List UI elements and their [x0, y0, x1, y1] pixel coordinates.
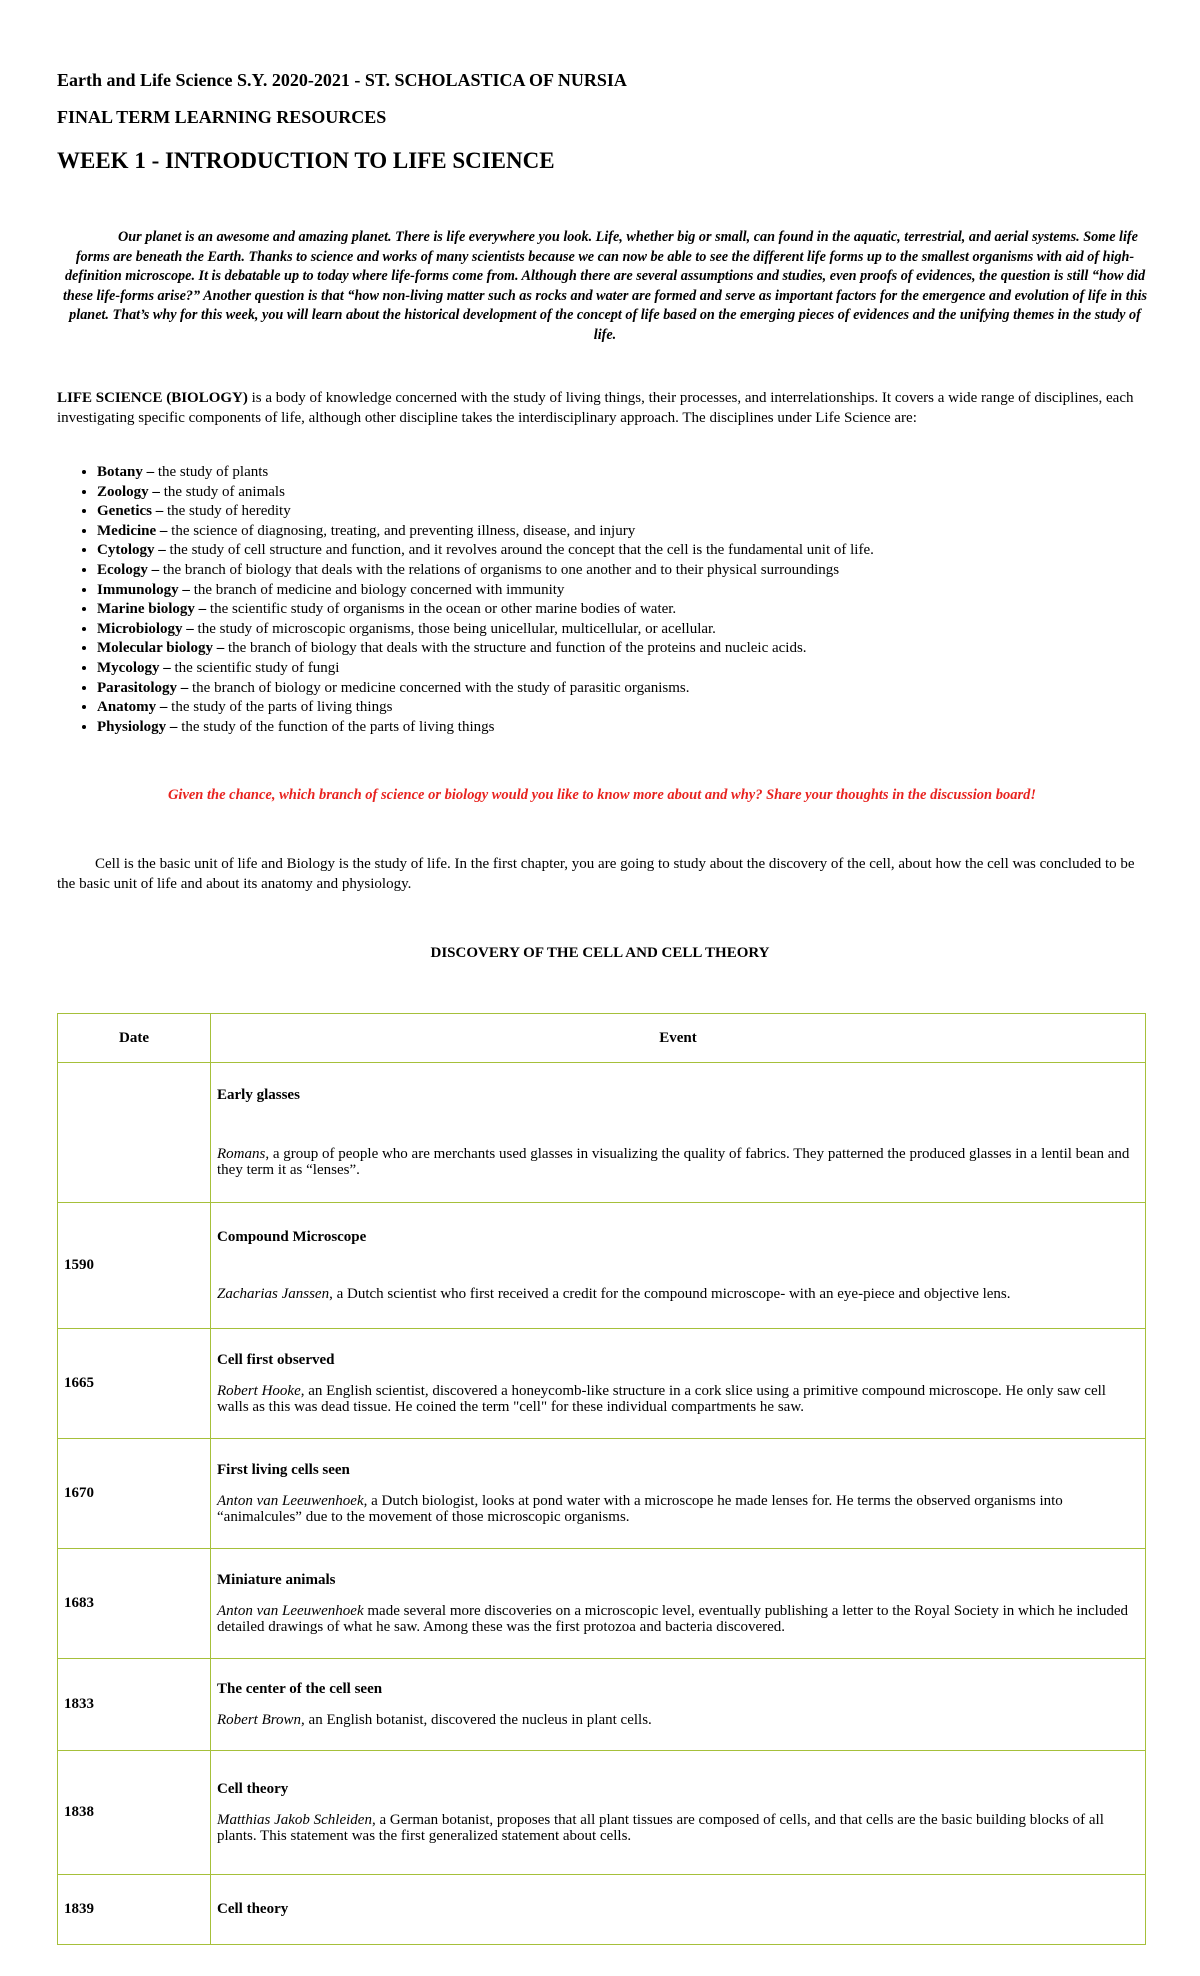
list-item: [97, 698, 1177, 718]
event-person: Robert Brown: [217, 1711, 302, 1728]
list-item: [97, 483, 1177, 503]
event-description: [217, 1812, 1139, 1845]
event-description: [217, 1383, 1139, 1416]
event-date: 1670: [58, 1439, 211, 1549]
event-person: Robert Hooke: [217, 1382, 301, 1399]
discipline-definition: the scientific study of organisms in the ocean or other marine bodies of water.: [206, 601, 677, 618]
list-item: [97, 600, 1177, 620]
discipline-name: Ecology –: [97, 561, 160, 578]
discipline-definition: the study of cell structure and function, and it revolves around the concept that the cell is the fundamental unit of life.: [165, 542, 874, 559]
list-item: [97, 522, 1177, 542]
event-title: Early glasses: [217, 1086, 300, 1103]
table-header-row: [58, 1014, 1146, 1063]
term-header: FINAL TERM LEARNING RESOURCES: [57, 107, 387, 127]
discipline-name: Physiology –: [97, 718, 178, 735]
list-item: [97, 581, 1177, 601]
table-row: [58, 1875, 1146, 1945]
event-cell: [211, 1203, 1146, 1329]
event-cell: [211, 1751, 1146, 1875]
table-row: [58, 1751, 1146, 1875]
event-cell: [211, 1329, 1146, 1439]
event-description: [217, 1286, 1139, 1303]
list-item: [97, 639, 1177, 659]
discipline-definition: the study of heredity: [163, 503, 291, 520]
event-cell: [211, 1439, 1146, 1549]
event-text: , a Dutch scientist who first received a credit for the compound microscope- with an eye-piece and objective lens.: [329, 1285, 1011, 1302]
event-person: Zacharias Janssen: [217, 1285, 330, 1302]
life-science-term: LIFE SCIENCE (BIOLOGY): [57, 390, 248, 406]
event-text: , a Dutch biologist, looks at pond water with a microscope he made lenses for. He terms the observed organisms into “animalcules” due to the movement of those microscopic organisms.: [217, 1492, 1063, 1525]
event-person: Matthias Jakob Schleiden: [217, 1811, 372, 1828]
discipline-name: Molecular biology –: [97, 640, 225, 657]
event-title: Miniature animals: [217, 1571, 336, 1588]
event-title: Cell theory: [217, 1901, 289, 1917]
table-row: [58, 1203, 1146, 1329]
header-event: Event: [211, 1014, 1146, 1063]
discipline-name: Anatomy –: [97, 699, 168, 716]
life-science-paragraph: [57, 389, 1152, 428]
event-cell: [211, 1659, 1146, 1751]
event-description: [217, 1712, 1139, 1729]
event-description: [217, 1603, 1139, 1636]
discipline-definition: the study of the parts of living things: [167, 699, 393, 716]
list-item: [97, 502, 1177, 522]
list-item: [97, 463, 1177, 483]
event-date: 1665: [58, 1329, 211, 1439]
cell-paragraph: Cell is the basic unit of life and Biology is the study of life. In the first chapter, you are going to study about the discovery of the cell, about how the cell was concluded to be the basic unit of life and about its anatomy and physiology.: [57, 856, 1135, 892]
list-item: [97, 659, 1177, 679]
school-header: Earth and Life Science S.Y. 2020-2021 - ST. SCHOLASTICA OF NURSIA: [57, 70, 627, 90]
event-date: 1833: [58, 1659, 211, 1751]
list-item: [97, 620, 1177, 640]
discipline-definition: the study of the function of the parts of living things: [177, 718, 495, 735]
discipline-definition: the study of microscopic organisms, those being unicellular, multicellular, or acellular.: [193, 620, 716, 637]
event-description: [217, 1493, 1139, 1526]
event-date: 1838: [58, 1751, 211, 1875]
cell-discovery-table: [57, 1013, 1146, 1945]
week-title: WEEK 1 - INTRODUCTION TO LIFE SCIENCE: [57, 148, 555, 173]
table-row: [58, 1549, 1146, 1659]
event-person: Anton van Leeuwenhoek: [217, 1492, 364, 1509]
discipline-definition: the branch of biology that deals with the structure and function of the proteins and nucleic acids.: [224, 640, 807, 657]
event-title: The center of the cell seen: [217, 1680, 383, 1697]
discipline-name: Immunology –: [97, 581, 190, 598]
list-item: [97, 561, 1177, 581]
section-title: DISCOVERY OF THE CELL AND CELL THEORY: [430, 945, 770, 961]
event-text: , an English botanist, discovered the nucleus in plant cells.: [301, 1711, 652, 1728]
event-text: , an English scientist, discovered a honeycomb-like structure in a cork slice using a primitive compound microscope. He only saw cell walls as this was dead tissue. He coined the term "cell" for these individual compartments he saw.: [217, 1382, 1106, 1415]
event-description: [217, 1146, 1139, 1179]
header-date: Date: [58, 1014, 211, 1063]
discussion-question: Given the chance, which branch of science or biology would you like to know more about and why? Share your thoughts in the discussion board!: [167, 787, 1037, 803]
event-date: [58, 1063, 211, 1203]
event-title: Compound Microscope: [217, 1228, 367, 1245]
discipline-definition: the study of plants: [154, 464, 269, 480]
discipline-definition: the branch of biology that deals with the relations of organisms to one another and to their physical surroundings: [159, 561, 840, 578]
event-cell: [211, 1063, 1146, 1203]
discipline-name: Medicine –: [97, 522, 168, 539]
event-person: Romans: [217, 1145, 266, 1162]
intro-text: Our planet is an awesome and amazing planet. There is life everywhere you look. Life, whether big or small, can found in the aquatic, terrestrial, and aerial systems. Some life forms are beneath the Earth. Thanks to science and works of many scientists because we can now be able to see the different life forms up to the smallest organisms with aid of high-definition microscope. It is debatable up to today where life-forms come from. Although there are several assumptions and studies, even proofs of evidences, the question is still “how did these life-forms arise?” Another question is that “how non-living matter such as rocks and water are formed and serve as important factors for the emergence and evolution of life in this planet. That’s why for this week, you will learn about the historical development of the concept of life based on the emerging pieces of evidences and the unifying themes in the study of life.: [62, 229, 1148, 343]
life-science-text: is a body of knowledge concerned with the study of living things, their processes, and interrelationships. It covers a wide range of disciplines, each investigating specific components of life, although other discipline takes the interdisciplinary approach. The disciplines under Life Science are:: [57, 390, 1134, 426]
discipline-definition: the branch of biology or medicine concerned with the study of parasitic organisms.: [188, 679, 690, 696]
discipline-name: Microbiology –: [97, 620, 194, 637]
event-title: Cell theory: [217, 1780, 289, 1797]
event-date: 1683: [58, 1549, 211, 1659]
intro-paragraph: [60, 228, 1150, 345]
discipline-definition: the scientific study of fungi: [170, 659, 340, 676]
table-row: [58, 1439, 1146, 1549]
event-person: Anton van Leeuwenhoek: [217, 1602, 364, 1619]
list-item: [97, 679, 1177, 699]
event-date: 1590: [58, 1203, 211, 1329]
discipline-name: Mycology –: [97, 659, 171, 676]
event-text: , a German botanist, proposes that all plant tissues are composed of cells, and that cells are the basic building blocks of all plants. This statement was the first generalized statement about cells.: [217, 1811, 1104, 1844]
event-cell: [211, 1549, 1146, 1659]
event-title: First living cells seen: [217, 1461, 350, 1478]
list-item: [97, 718, 1177, 738]
event-title: Cell first observed: [217, 1351, 335, 1368]
table-row: [58, 1329, 1146, 1439]
disciplines-list: [57, 463, 1177, 737]
discipline-name: Botany –: [97, 464, 155, 480]
discipline-name: Marine biology –: [97, 601, 207, 618]
event-text: made several more discoveries on a microscopic level, eventually publishing a letter to the Royal Society in which he included detailed drawings of what he saw. Among these was the first protozoa and bacteria discovered.: [217, 1602, 1128, 1635]
event-date: 1839: [58, 1875, 211, 1945]
event-text: , a group of people who are merchants used glasses in visualizing the quality of fabrics. They patterned the produced glasses in a lentil bean and they term it as “lenses”.: [217, 1145, 1130, 1178]
list-item: [97, 541, 1177, 561]
event-cell: [211, 1875, 1146, 1945]
discipline-definition: the science of diagnosing, treating, and preventing illness, disease, and injury: [167, 522, 636, 539]
discipline-definition: the study of animals: [159, 483, 285, 500]
discipline-name: Zoology –: [97, 483, 160, 500]
table-body: [58, 1063, 1146, 1945]
table-row: [58, 1659, 1146, 1751]
table-row: [58, 1063, 1146, 1203]
discipline-name: Parasitology –: [97, 679, 189, 696]
discipline-name: Cytology –: [97, 542, 166, 559]
discipline-definition: the branch of medicine and biology concerned with immunity: [189, 581, 565, 598]
discipline-name: Genetics –: [97, 503, 164, 520]
